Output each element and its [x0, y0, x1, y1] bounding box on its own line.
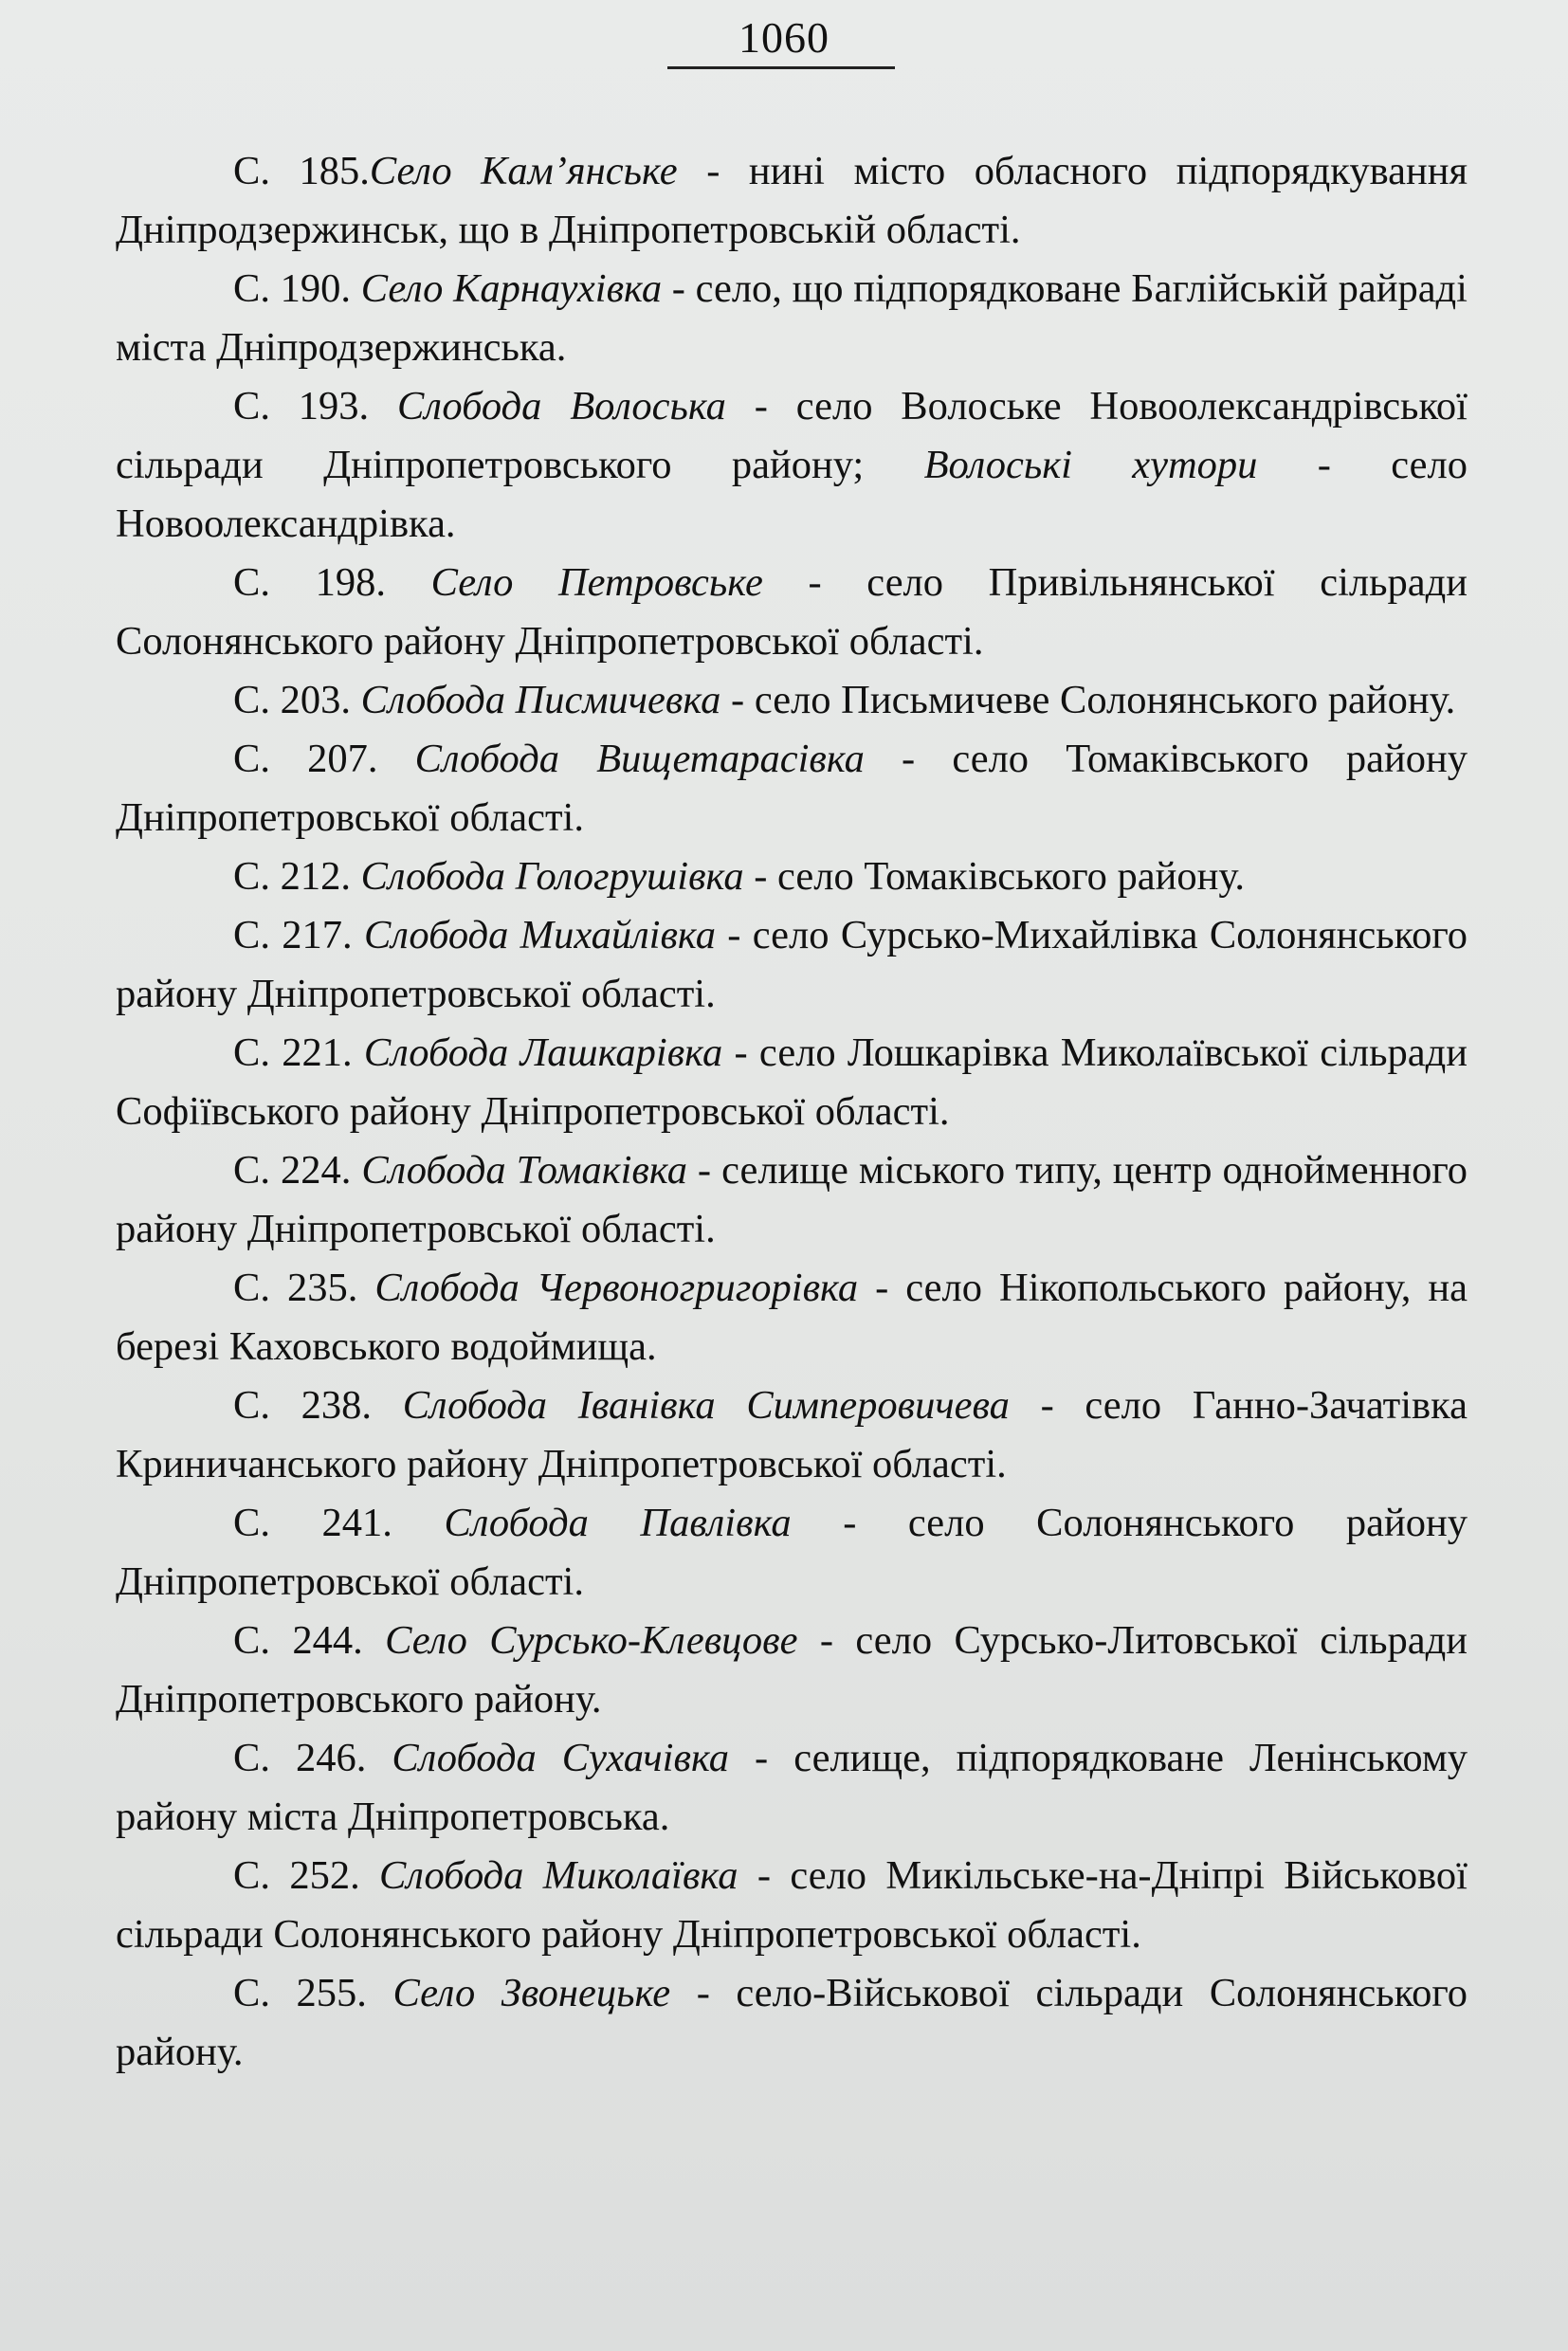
entry-place-name: Слобода Томаківка — [361, 1148, 687, 1193]
entry-place-name: Слобода Павлівка — [444, 1501, 792, 1545]
entry-255 — [116, 1964, 1468, 2082]
entry-238 — [116, 1376, 1468, 1494]
entry-ref: С. 244. — [233, 1618, 386, 1663]
entry-description: - село Микільське-на-Дніпрі Військової сільради Солонянського району Дніпропетровської області. — [116, 1853, 1468, 1957]
entry-description: - село, що підпорядковане Баглійській райраді міста Дніпродзержинська. — [116, 266, 1468, 370]
entry-description: - село Ганно-Зачатівка Криничанського району Дніпропетровської області. — [116, 1383, 1468, 1486]
entry-place-name-secondary: Волоські хутори — [923, 443, 1258, 487]
entry-place-name: Слобода Волоська — [397, 384, 726, 428]
entry-ref: С. 246. — [233, 1736, 392, 1780]
entry-224 — [116, 1141, 1468, 1259]
entry-description: - село Сурсько-Литовської сільради Дніпропетровського району. — [116, 1618, 1468, 1722]
entry-place-name: Слобода Вищетарасівка — [414, 737, 865, 781]
entry-ref: С. 193. — [233, 384, 398, 428]
entry-description: - село-Військової сільради Солонянського району. — [116, 1971, 1468, 2074]
entry-place-name: Село Звонецьке — [392, 1971, 671, 2015]
entry-ref: С. 212. — [233, 854, 361, 899]
entry-description: - село Письмичеве Солонянського району. — [720, 678, 1456, 722]
entry-description: - село Солонянського району Дніпропетровської області. — [116, 1501, 1468, 1604]
entry-244 — [116, 1612, 1468, 1729]
entry-ref: С. 224. — [233, 1148, 362, 1193]
page-text — [116, 142, 1468, 2082]
page-number-rule — [667, 66, 895, 69]
entry-description: - село Нікопольського району, на березі Каховського водоймища. — [116, 1266, 1468, 1369]
entry-description: - селище, підпорядковане Ленінському району міста Дніпропетровська. — [116, 1736, 1468, 1839]
entry-207 — [116, 730, 1468, 847]
entry-place-name: Слобода Сухачівка — [392, 1736, 730, 1780]
entry-description: - селище міського типу, центр однойменного району Дніпропетровської області. — [116, 1148, 1468, 1251]
entry-ref: С. 238. — [233, 1383, 403, 1428]
entry-ref: С. 217. — [233, 913, 364, 957]
entry-place-name: Слобода Іванівка Симперовичева — [402, 1383, 1010, 1428]
entry-place-name: Слобода Миколаївка — [379, 1853, 738, 1898]
entry-description: - село Волоське Новоолександрівської сільради Дніпропетровського району; — [116, 384, 1468, 487]
entry-212 — [116, 847, 1468, 906]
entry-place-name: Село Сурсько-Клевцове — [385, 1618, 798, 1663]
entry-place-name: Село Петровське — [430, 560, 763, 605]
entry-description: - село Томаківського району. — [743, 854, 1245, 899]
entry-ref: С. 255. — [233, 1971, 393, 2015]
entry-198 — [116, 554, 1468, 671]
entry-place-name: Село Кам’янське — [369, 149, 678, 193]
entry-ref: С. 190. — [233, 266, 361, 311]
entry-ref: С. 221. — [233, 1030, 364, 1075]
entry-place-name: Село Карнаухівка — [360, 266, 663, 311]
entry-ref: С. 198. — [233, 560, 431, 605]
entry-217 — [116, 906, 1468, 1024]
entry-place-name: Слобода Гологрушівка — [360, 854, 744, 899]
entry-description: - нині місто обласного підпорядкування Дніпродзержинськ, що в Дніпропетровській області. — [116, 149, 1468, 252]
entry-description-secondary: - село Новоолександрівка. — [116, 443, 1468, 546]
entry-description: - село Привільнянської сільради Солонянського району Дніпропетровської області. — [116, 560, 1468, 664]
entry-ref: С. 203. — [233, 678, 361, 722]
entry-description: - село Томаківського району Дніпропетровської області. — [116, 737, 1468, 840]
entry-ref: С. 252. — [233, 1853, 380, 1898]
entry-place-name: Слобода Писмичевка — [360, 678, 721, 722]
entry-246 — [116, 1729, 1468, 1847]
entry-ref: С. 235. — [233, 1266, 375, 1310]
entry-241 — [116, 1494, 1468, 1612]
entry-221 — [116, 1024, 1468, 1141]
entry-place-name: Слобода Лашкарівка — [363, 1030, 723, 1075]
page-number: 1060 — [738, 13, 830, 62]
entry-193 — [116, 377, 1468, 554]
entry-190 — [116, 260, 1468, 377]
entry-ref: С. 185. — [233, 149, 370, 193]
entry-185 — [116, 142, 1468, 260]
entry-252 — [116, 1847, 1468, 1964]
entry-203 — [116, 671, 1468, 730]
entry-ref: С. 241. — [233, 1501, 445, 1545]
entry-ref: С. 207. — [233, 737, 415, 781]
entry-place-name: Слобода Червоногригорівка — [374, 1266, 859, 1310]
entry-description: - село Лошкарівка Миколаївської сільради Софіївського району Дніпропетровської області. — [116, 1030, 1468, 1134]
entry-place-name: Слобода Михайлівка — [364, 913, 716, 957]
entry-235 — [116, 1259, 1468, 1376]
entry-description: - село Сурсько-Михайлівка Солонянського району Дніпропетровської області. — [116, 913, 1468, 1016]
